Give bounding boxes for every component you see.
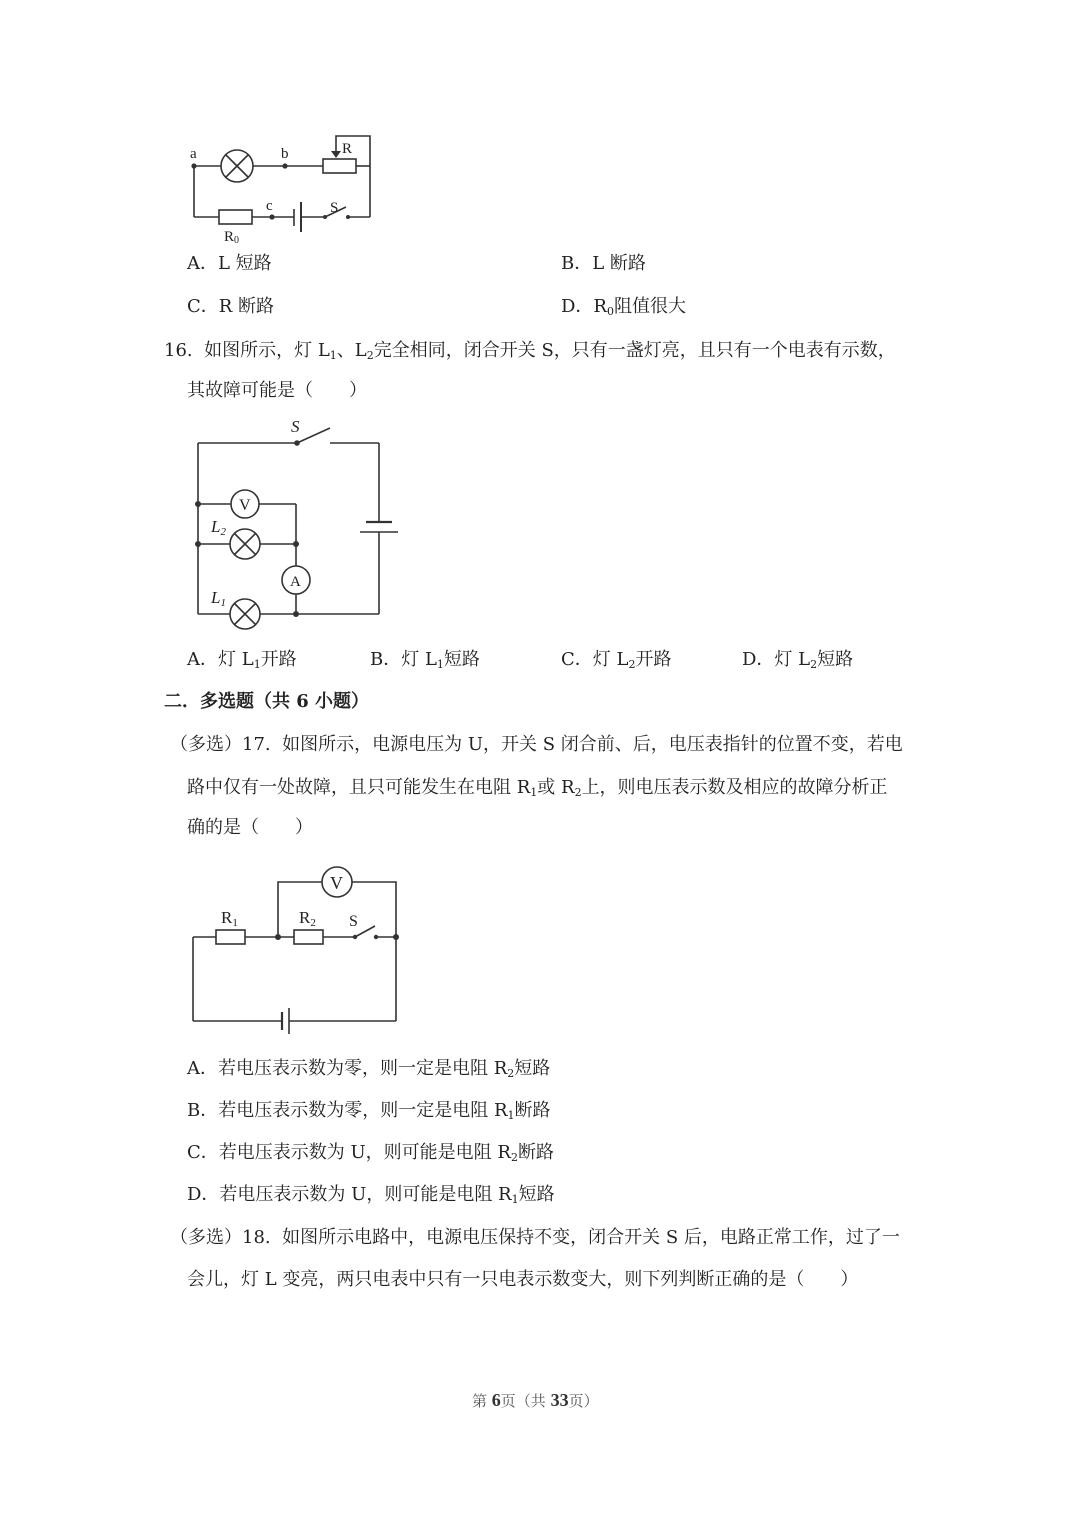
current-page-number: 6: [491, 1390, 501, 1410]
q16-option-d[interactable]: D．灯 L2短路: [742, 649, 854, 671]
q16-stem-line2: 其故障可能是（ ）: [187, 380, 367, 401]
q18-stem-line2: 会儿，灯 L 变亮，两只电表中只有一只电表示数变大，则下列判断正确的是（ ）: [187, 1269, 859, 1290]
q17-stem-line1: （多选）17. 如图所示，电源电压为 U，开关 S 闭合前、后，电压表指针的位置不变，若电: [170, 734, 903, 755]
q17-option-d[interactable]: D．若电压表示数为 U，则可能是电阻 R1短路: [187, 1184, 555, 1206]
q16-label-L2: L2: [211, 517, 226, 538]
q16-voltmeter-label: V: [239, 497, 251, 514]
q15-option-c[interactable]: C．R 断路: [187, 296, 275, 317]
page-footer: 第 6页（共 33页）: [472, 1390, 599, 1410]
q16-label-S: S: [291, 417, 300, 436]
q15-label-b: b: [281, 146, 289, 162]
q16-option-a[interactable]: A．灯 L1开路: [187, 649, 297, 671]
q15-label-c: c: [266, 198, 273, 214]
q17-label-S: S: [349, 913, 358, 930]
q17-stem-line2: 路中仅有一处故障，且只可能发生在电阻 R1或 R2上，则电压表示数及相应的故障分析正: [187, 777, 888, 799]
q17-option-c[interactable]: C．若电压表示数为 U，则可能是电阻 R2断路: [187, 1142, 554, 1164]
q16-option-c[interactable]: C．灯 L2开路: [561, 649, 672, 671]
q17-option-a[interactable]: A．若电压表示数为零，则一定是电阻 R2短路: [187, 1058, 551, 1080]
q17-option-b[interactable]: B．若电压表示数为零，则一定是电阻 R1断路: [187, 1100, 551, 1122]
q15-label-S: S: [330, 200, 339, 216]
q16-label-L1: L1: [211, 588, 226, 609]
q15-label-a: a: [190, 146, 197, 162]
q15-option-d[interactable]: D．R0阻值很大: [561, 296, 686, 318]
q15-label-R0: R0: [224, 229, 240, 246]
q17-stem-line3: 确的是（ ）: [187, 817, 313, 838]
q15-option-a[interactable]: A．L 短路: [187, 253, 272, 274]
q18-stem-line1: （多选）18. 如图所示电路中，电源电压保持不变，闭合开关 S 后，电路正常工作，过了一: [170, 1227, 900, 1248]
q15-label-R: R: [342, 141, 353, 157]
q17-label-R1: R1: [221, 908, 238, 929]
total-page-count: 33: [550, 1390, 569, 1410]
q16-option-b[interactable]: B．灯 L1短路: [370, 649, 480, 671]
q16-ammeter-label: A: [290, 574, 301, 590]
q15-option-b[interactable]: B．L 断路: [561, 253, 646, 274]
section-heading-multiple-choice: 二．多选题（共 6 小题）: [164, 691, 370, 712]
q16-stem-line1: 16. 如图所示，灯 L1、L2完全相同，闭合开关 S，只有一盏灯亮，且只有一个电表有示数，: [164, 340, 896, 362]
q17-voltmeter-label: V: [330, 873, 343, 893]
q17-label-R2: R2: [299, 908, 316, 929]
